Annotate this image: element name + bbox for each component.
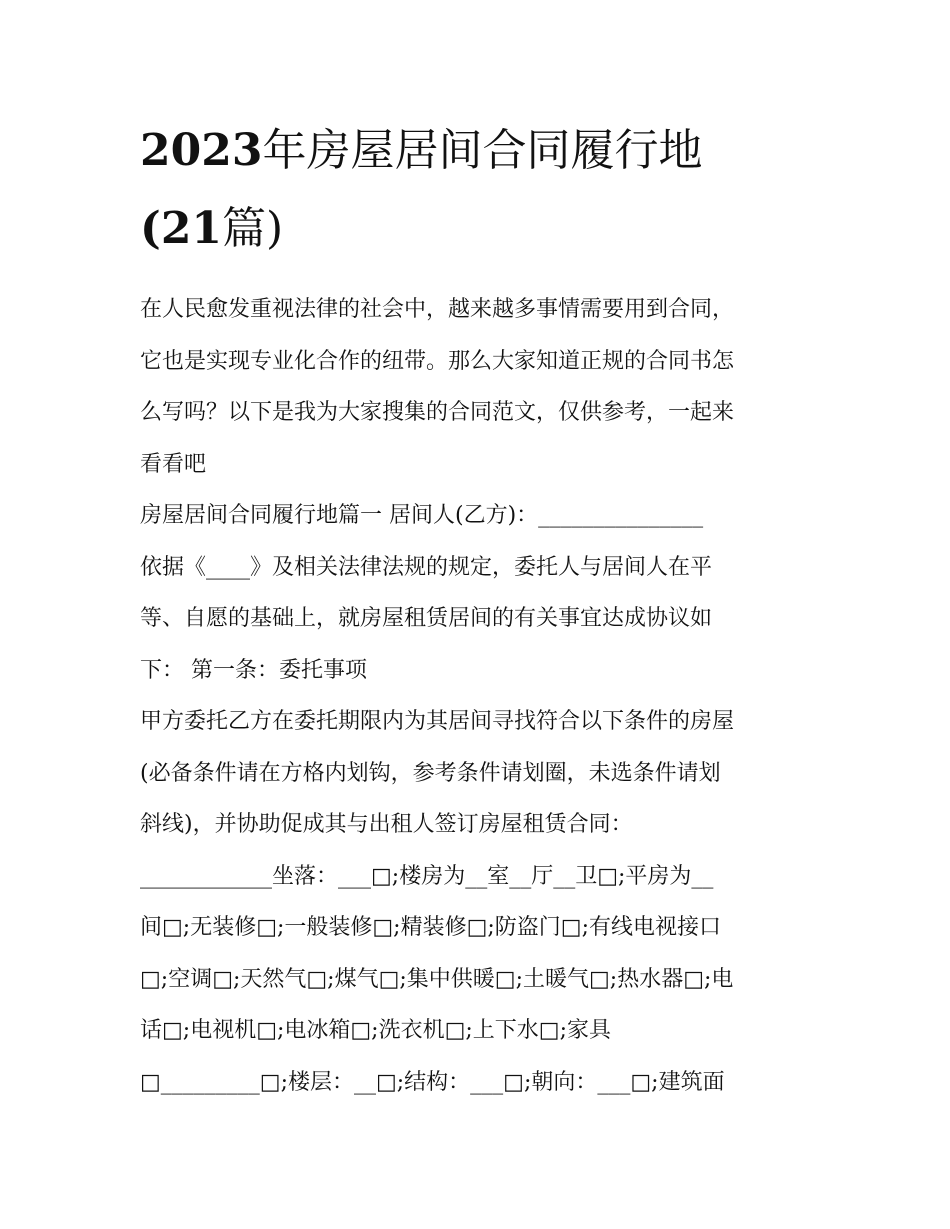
title-line-1: [140, 112, 820, 190]
body-line-2: 它也是实现专业化合作的纽带。那么大家知道正规的合同书怎: [140, 348, 735, 374]
title-line-2: [140, 190, 820, 268]
title-year: 2023: [140, 125, 263, 176]
body-line-14: □;空调□;天然气□;煤气□;集中供暖□;土暖气□;热水器□;电: [140, 966, 734, 992]
title-count: (21: [140, 203, 223, 254]
body-line-11: 斜线)，并协助促成其与出租人签订房屋租赁合同：: [140, 812, 633, 837]
body-line-12: ____________坐落：___□;楼房为__室__厅__卫□;平房为__: [140, 863, 714, 889]
body-line-10: (必备条件请在方格内划钩，参考条件请划圈，未选条件请划: [140, 760, 721, 786]
document-page: [140, 112, 820, 1108]
body-line-5: 房屋居间合同履行地篇一 居间人(乙方)：_______________: [140, 503, 704, 528]
document-body: [140, 284, 820, 1108]
body-line-6: 依据《____》及相关法律法规的规定，委托人与居间人在平: [140, 554, 713, 580]
body-line-4: 看看吧: [140, 451, 207, 477]
body-line-7: 等、自愿的基础上，就房屋租赁居间的有关事宜达成协议如: [140, 606, 713, 631]
document-title: [140, 112, 820, 268]
body-line-1: 在人民愈发重视法律的社会中，越来越多事情需要用到合同，: [140, 297, 735, 322]
body-line-8: 下： 第一条：委托事项: [140, 657, 367, 683]
body-line-3: 么写吗？以下是我为大家搜集的合同范文，仅供参考，一起来: [140, 400, 735, 425]
body-line-9: 甲方委托乙方在委托期限内为其居间寻找符合以下条件的房屋: [140, 709, 735, 734]
title-count-unit: 篇): [222, 203, 284, 254]
body-line-15: 话□;电视机□;电冰箱□;洗衣机□;上下水□;家具: [140, 1018, 611, 1043]
title-text: 年房屋居间合同履行地: [262, 125, 703, 176]
body-line-13: 间□;无装修□;一般装修□;精装修□;防盗门□;有线电视接口: [140, 915, 721, 940]
body-line-16: □_________□;楼层：__□;结构：___□;朝向：___□;建筑面: [140, 1069, 725, 1095]
